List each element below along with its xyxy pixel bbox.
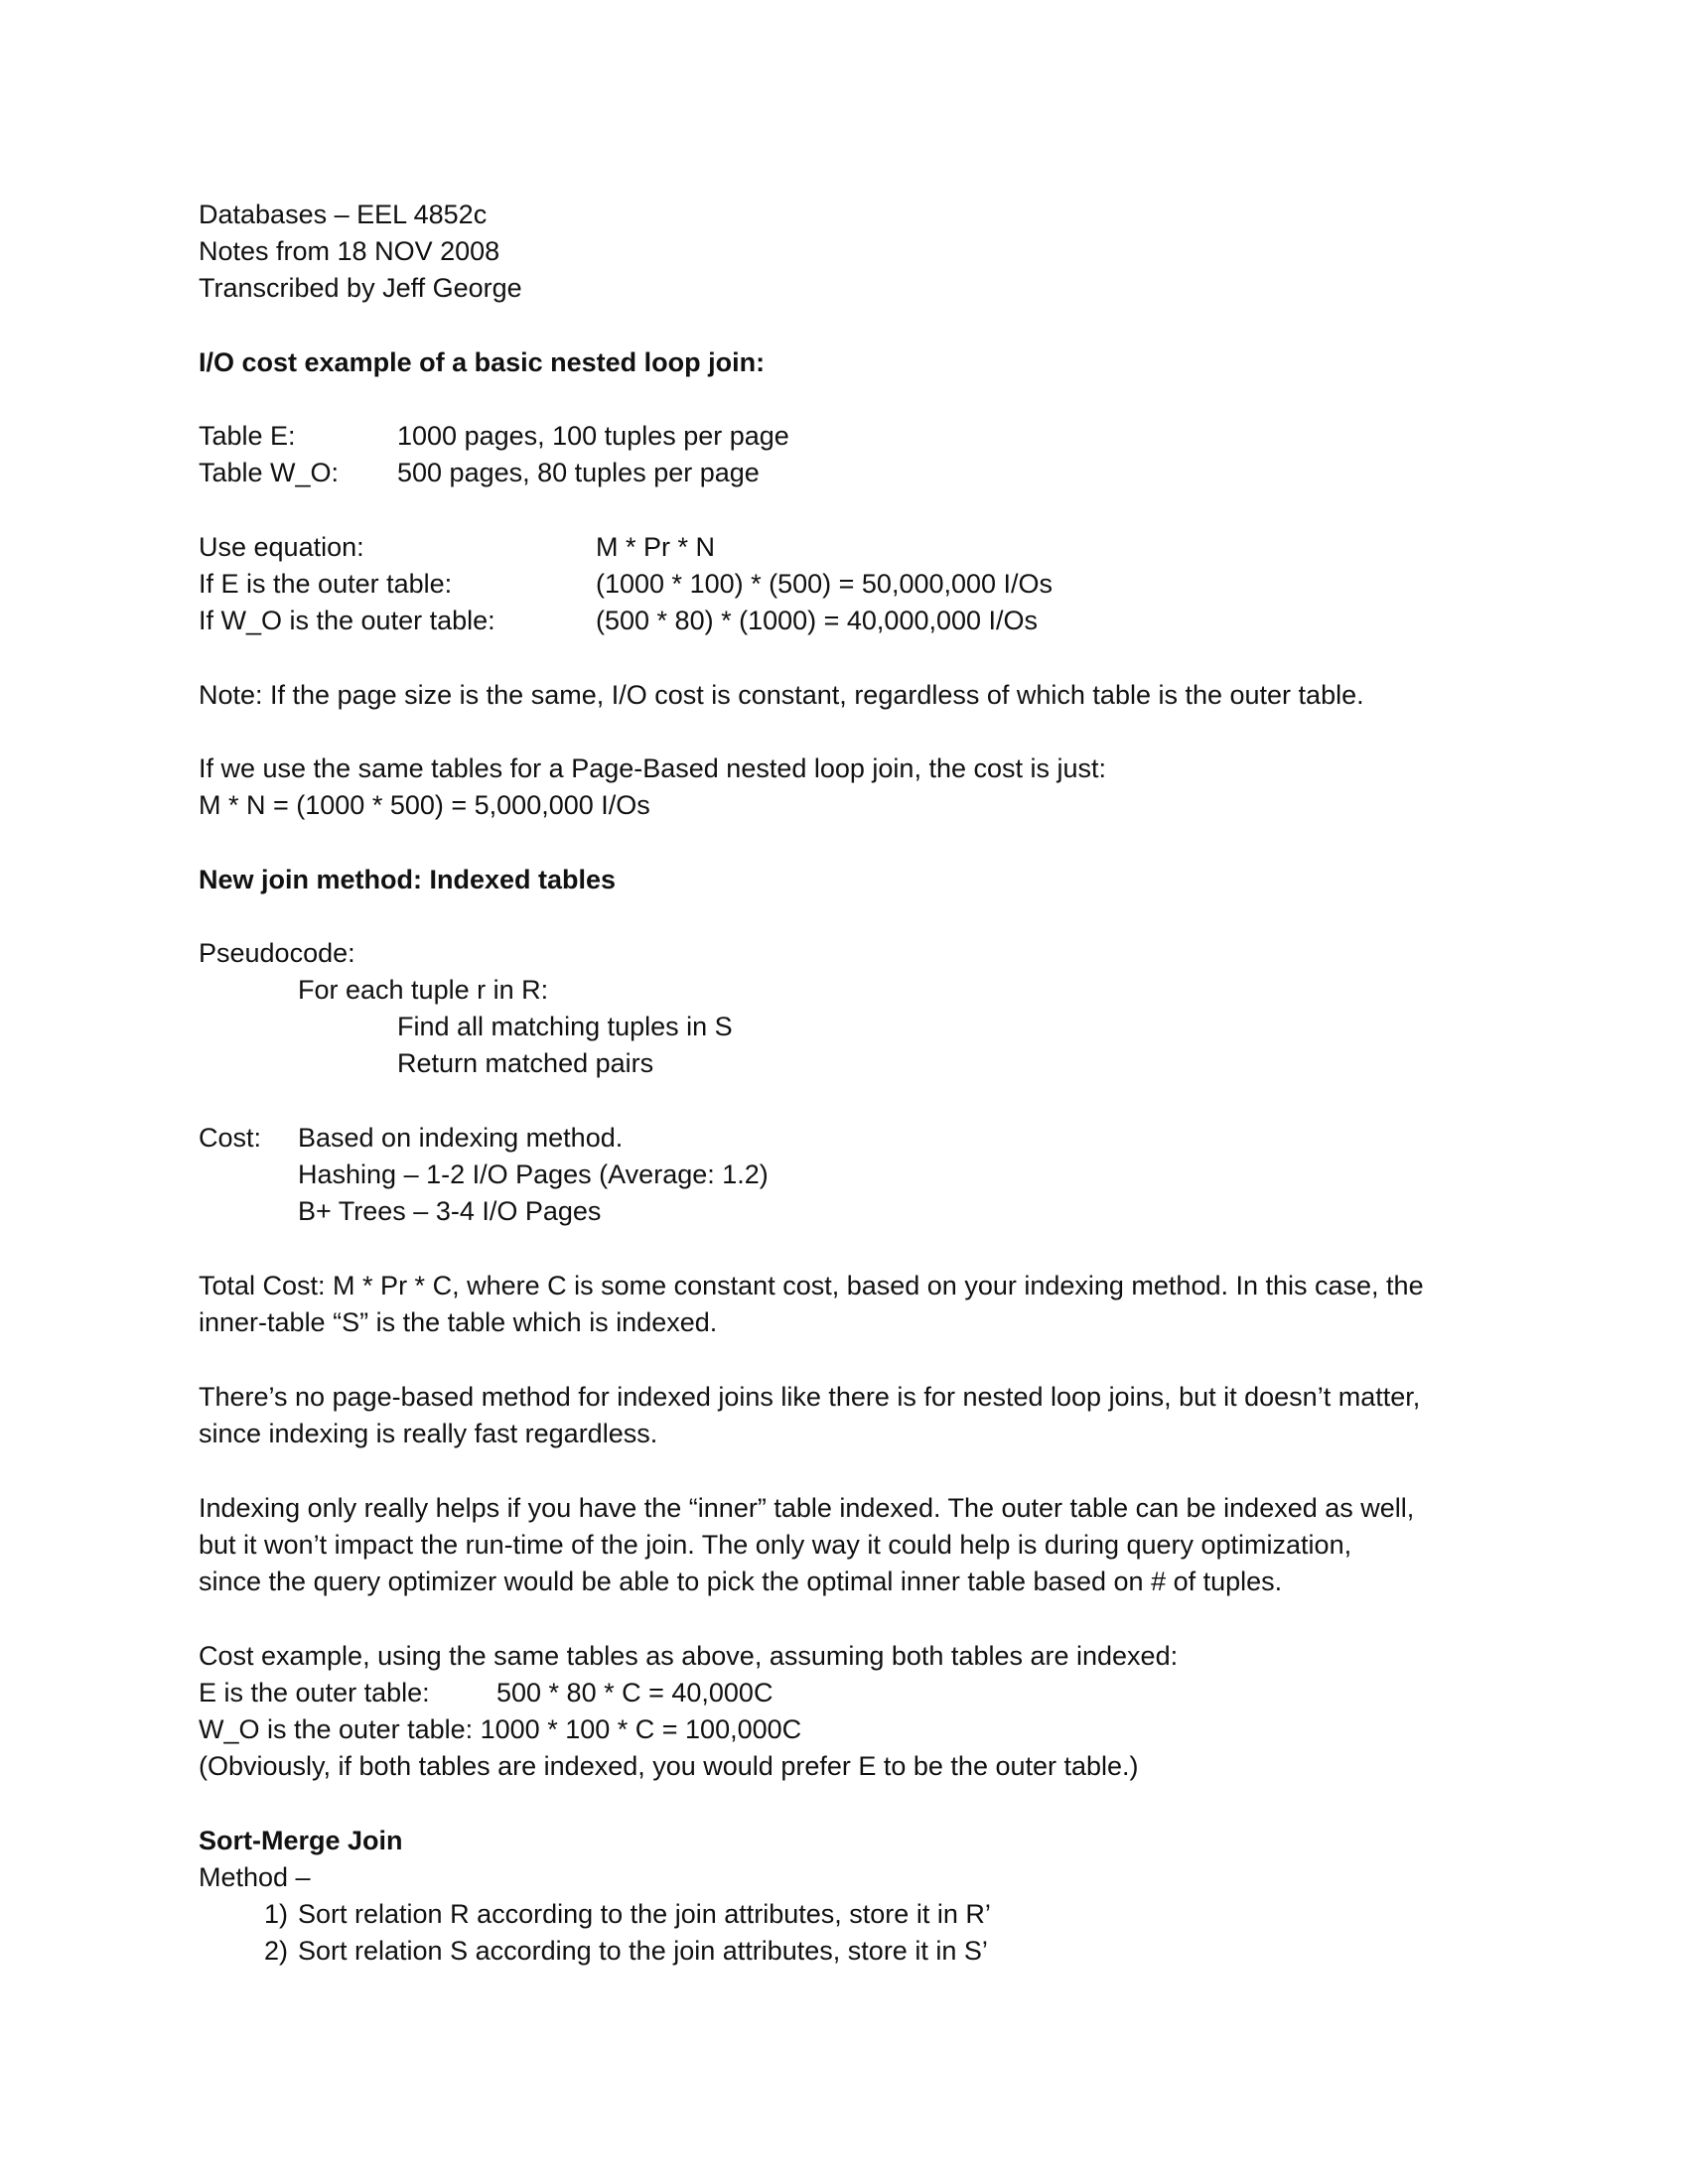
cost-line: B+ Trees – 3-4 I/O Pages [298, 1196, 602, 1226]
list-text: Sort relation R according to the join attributes, store it in R’ [298, 1899, 991, 1929]
list-text: Sort relation S according to the join attributes, store it in S’ [298, 1936, 988, 1966]
equation-label: If W_O is the outer table: [199, 606, 495, 635]
page-based-formula: M * N = (1000 * 500) = 5,000,000 I/Os [199, 790, 650, 820]
pseudocode-line: Find all matching tuples in S [397, 1012, 733, 1041]
pseudocode-label: Pseudocode: [199, 938, 355, 968]
list-item [199, 1896, 1489, 1933]
note-paragraph: Note: If the page size is the same, I/O cost is constant, regardless of which table is the outer table. [199, 680, 1364, 710]
table-def-row [0, 455, 1688, 491]
cost-example-line: (Obviously, if both tables are indexed, you would prefer E to be the outer table.) [199, 1751, 1139, 1781]
cost-example-line: W_O is the outer table: 1000 * 100 * C = 100,000C [199, 1714, 802, 1744]
cost-example-line: Cost example, using the same tables as above, assuming both tables are indexed: [199, 1641, 1179, 1671]
cost-label: Cost: [199, 1123, 262, 1153]
list-number: 1) [263, 1899, 288, 1929]
equation-value: (500 * 80) * (1000) = 40,000,000 I/Os [596, 606, 1039, 635]
cost-example-value: 500 * 80 * C = 40,000C [496, 1678, 774, 1707]
section-heading-indexed: New join method: Indexed tables [199, 865, 617, 894]
pseudocode-line: Return matched pairs [397, 1048, 654, 1078]
table-name: Table W_O: [199, 458, 340, 487]
cost-line: Hashing – 1-2 I/O Pages (Average: 1.2) [298, 1160, 769, 1189]
cost-example-label: E is the outer table: [199, 1678, 430, 1707]
pseudocode-line: For each tuple r in R: [298, 975, 549, 1005]
pseudocode-block [199, 935, 1489, 1082]
method-label: Method – [199, 1862, 311, 1892]
notes-date: Notes from 18 NOV 2008 [199, 236, 500, 266]
page-based-line: If we use the same tables for a Page-Based nested loop join, the cost is just: [199, 753, 1107, 783]
table-def-row [0, 418, 1688, 455]
equation-value: (1000 * 100) * (500) = 50,000,000 I/Os [596, 569, 1054, 599]
equation-row [0, 603, 1688, 639]
no-page-based-line: There’s no page-based method for indexed joins like there is for nested loop joins, but it doesn’t matter, [199, 1382, 1421, 1412]
list-number: 2) [263, 1936, 288, 1966]
equation-label: Use equation: [199, 532, 364, 562]
equation-list [0, 529, 1688, 639]
equation-label: If E is the outer table: [199, 569, 453, 599]
author-line: Transcribed by Jeff George [199, 273, 522, 303]
section-heading-sort-merge: Sort-Merge Join [199, 1826, 403, 1855]
inner-index-line: Indexing only really helps if you have the “inner” table indexed. The outer table can be indexed as well, [199, 1493, 1415, 1523]
total-cost-line: inner-table “S” is the table which is indexed. [199, 1307, 718, 1337]
total-cost-line: Total Cost: M * Pr * C, where C is some constant cost, based on your indexing method. In this case, the [199, 1271, 1424, 1300]
inner-index-line: since the query optimizer would be able to pick the optimal inner table based on # of tuples. [199, 1567, 1283, 1596]
equation-row [0, 566, 1688, 603]
table-desc: 1000 pages, 100 tuples per page [397, 421, 789, 451]
course-title: Databases – EEL 4852c [199, 200, 488, 229]
equation-value: M * Pr * N [596, 532, 716, 562]
section-heading-nested-loop: I/O cost example of a basic nested loop join: [199, 347, 766, 377]
inner-index-line: but it won’t impact the run-time of the join. The only way it could help is during query optimization, [199, 1530, 1352, 1560]
list-item [199, 1933, 1489, 1970]
equation-row [0, 529, 1688, 566]
cost-line: Based on indexing method. [298, 1123, 624, 1153]
header-block [199, 197, 1489, 307]
cost-example-block [0, 1638, 1688, 1785]
cost-block [0, 1120, 1688, 1230]
no-page-based-line: since indexing is really fast regardless. [199, 1419, 658, 1448]
table-desc: 500 pages, 80 tuples per page [397, 458, 760, 487]
table-definitions [0, 418, 1688, 491]
table-name: Table E: [199, 421, 296, 451]
